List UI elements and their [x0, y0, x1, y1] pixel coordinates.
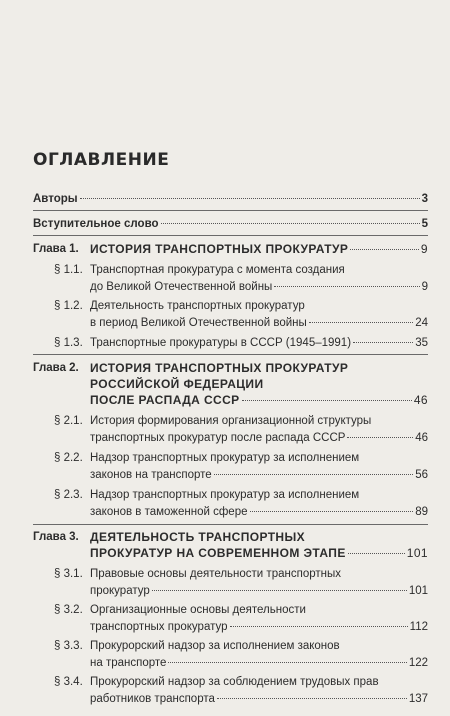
section-line: до Великой Отечественной войны: [90, 281, 273, 293]
section-line: Прокурорский надзор за исполнением законов: [90, 640, 340, 652]
section-number: § 1.1.: [54, 264, 83, 276]
chapter-number: Глава 2.: [33, 362, 79, 374]
dot-leader: [242, 400, 412, 401]
section-line: законов в таможенной сфере: [90, 506, 248, 518]
section-line: Надзор транспортных прокуратур за исполнением: [90, 452, 360, 464]
entry-page: 89: [415, 506, 428, 518]
section-line: Организационные основы деятельности: [90, 604, 306, 616]
entry-label: Вступительное слово: [33, 218, 159, 230]
entry-page: 24: [415, 317, 428, 329]
section-number: § 1.2.: [54, 300, 83, 312]
section-number: § 1.3.: [54, 337, 83, 349]
entry-page: 9: [421, 281, 428, 293]
dot-leader: [274, 286, 419, 287]
chapter-title-line: ПОСЛЕ РАСПАДА СССР: [90, 393, 240, 407]
chapter-title-line: ДЕЯТЕЛЬНОСТЬ ТРАНСПОРТНЫХ: [90, 530, 306, 544]
entry-page: 122: [408, 657, 428, 669]
section-2-3: [90, 505, 428, 520]
chapter-number: Глава 1.: [33, 243, 79, 255]
section-3-4: [90, 692, 428, 707]
entry-page: 101: [408, 585, 428, 597]
dot-leader: [217, 698, 407, 699]
entry-page: 5: [421, 218, 428, 230]
section-2-2: [90, 468, 428, 483]
dot-leader: [152, 590, 407, 591]
chapter-title-line: ИСТОРИЯ ТРАНСПОРТНЫХ ПРОКУРАТУР: [90, 242, 349, 256]
section-line: транспортных прокуратур после распада СССР: [90, 432, 346, 444]
page-title: ОГЛАВЛЕНИЕ: [33, 150, 170, 170]
divider: [33, 524, 428, 525]
section-number: § 2.1.: [54, 415, 83, 427]
entry-page: 35: [415, 337, 428, 349]
entry-page: 9: [420, 242, 428, 256]
dot-leader: [347, 437, 413, 438]
section-line: законов на транспорте: [90, 469, 212, 481]
section-line: транспортных прокуратур: [90, 621, 228, 633]
entry-label: Авторы: [33, 193, 78, 205]
divider: [33, 354, 428, 355]
dot-leader: [230, 626, 408, 627]
entry-page: 112: [409, 621, 428, 633]
chapter-1-title: [90, 242, 428, 257]
entry-page: 56: [415, 469, 428, 481]
section-3-2: [90, 620, 428, 635]
section-line: Транспортные прокуратуры в СССР (1945–1991): [90, 337, 352, 349]
section-line: прокуратур: [90, 585, 150, 597]
section-line: в период Великой Отечественной войны: [90, 317, 307, 329]
section-line: на транспорте: [90, 657, 167, 669]
divider: [33, 210, 428, 211]
section-line: Правовые основы деятельности транспортных: [90, 568, 341, 580]
chapter-title-line: ПРОКУРАТУР НА СОВРЕМЕННОМ ЭТАПЕ: [90, 546, 346, 560]
section-line: История формирования организационной структуры: [90, 415, 372, 427]
entry-page: 46: [413, 393, 428, 407]
dot-leader: [80, 198, 420, 199]
section-number: § 2.3.: [54, 489, 83, 501]
section-line: Надзор транспортных прокуратур за исполнением: [90, 489, 360, 501]
chapter-number: Глава 3.: [33, 531, 79, 543]
dot-leader: [161, 223, 420, 224]
dot-leader: [250, 511, 414, 512]
divider: [33, 235, 428, 236]
section-number: § 3.2.: [54, 604, 83, 616]
section-3-1: [90, 584, 428, 599]
section-line: работников транспорта: [90, 693, 215, 705]
entry-page: 46: [415, 432, 428, 444]
section-3-3: [90, 656, 428, 671]
dot-leader: [348, 553, 405, 554]
section-number: § 3.1.: [54, 568, 83, 580]
entry-page: 3: [421, 193, 428, 205]
section-line: Транспортная прокуратура с момента создания: [90, 264, 345, 276]
section-number: § 3.4.: [54, 676, 83, 688]
chapter-3-title: [90, 546, 428, 561]
entry-page: 101: [406, 546, 428, 560]
section-1-1: [90, 280, 428, 295]
chapter-2-title: [90, 393, 428, 408]
section-1-2: [90, 316, 428, 331]
section-line: Прокурорский надзор за соблюдением трудовых прав: [90, 676, 379, 688]
section-1-3: [90, 336, 428, 351]
toc-entry-authors: [33, 192, 428, 207]
dot-leader: [353, 342, 413, 343]
section-line: Деятельность транспортных прокуратур: [90, 300, 305, 312]
toc-entry-intro: [33, 217, 428, 232]
dot-leader: [214, 474, 414, 475]
dot-leader: [309, 322, 413, 323]
section-number: § 2.2.: [54, 452, 83, 464]
entry-page: 137: [408, 693, 428, 705]
chapter-title-line: ИСТОРИЯ ТРАНСПОРТНЫХ ПРОКУРАТУР: [90, 361, 349, 375]
dot-leader: [168, 662, 406, 663]
chapter-title-line: РОССИЙСКОЙ ФЕДЕРАЦИИ: [90, 377, 264, 391]
section-number: § 3.3.: [54, 640, 83, 652]
dot-leader: [350, 249, 419, 250]
section-2-1: [90, 431, 428, 446]
